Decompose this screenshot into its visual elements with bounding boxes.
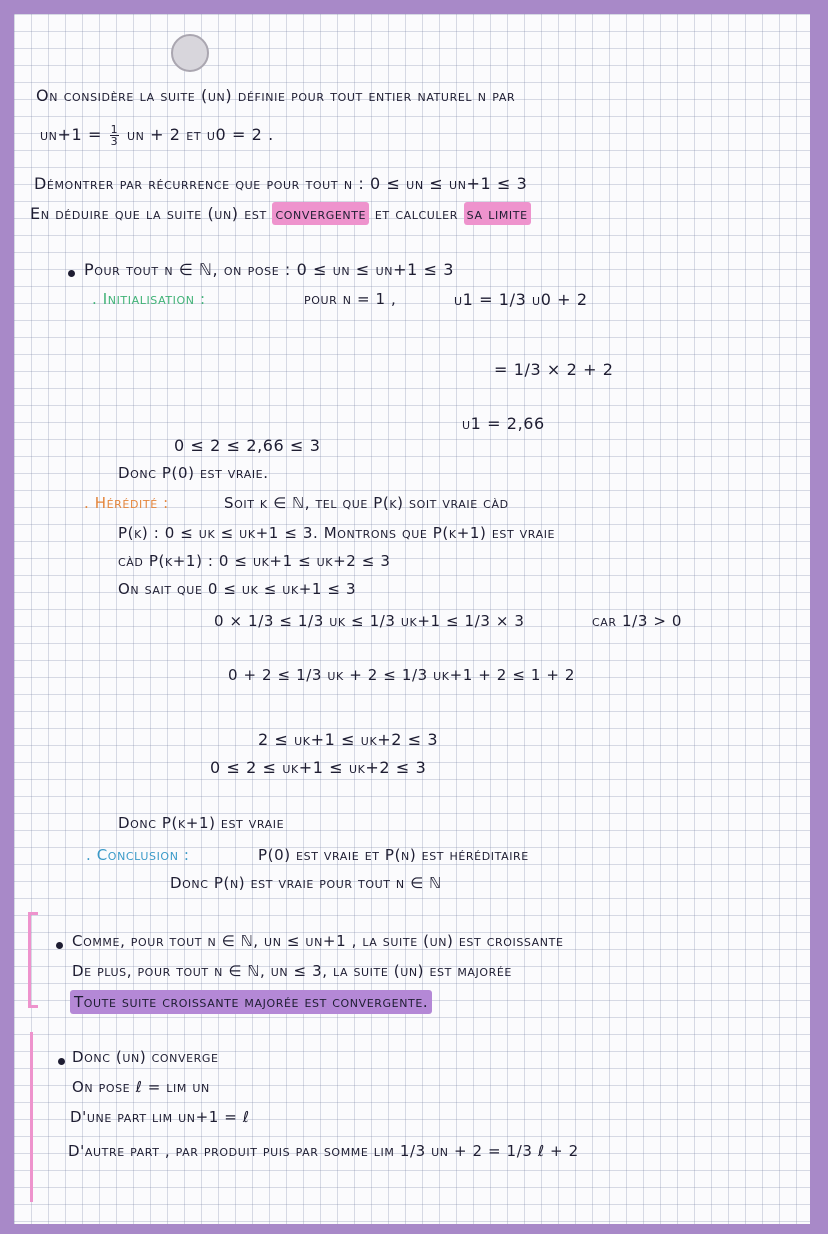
limit-line-4: D'autre part , par produit puis par somme lim 1/3 un + 2 = 1/3 ℓ + 2 bbox=[68, 1142, 579, 1160]
pink-margin-line bbox=[30, 1032, 33, 1202]
conclusion-line-1: P(0) est vraie et P(n) est héréditaire bbox=[258, 846, 529, 864]
heredite-line-2: P(k) : 0 ≤ uk ≤ uk+1 ≤ 3. Montrons que P(k+1) est vraie bbox=[118, 524, 556, 542]
init-inequality: 0 ≤ 2 ≤ 2,66 ≤ 3 bbox=[174, 436, 321, 455]
bullet-dot bbox=[56, 942, 63, 949]
convergence-line-1: Comme, pour tout n ∈ ℕ, un ≤ un+1 , la suite (un) est croissante bbox=[72, 932, 564, 950]
pink-bracket bbox=[28, 912, 31, 1008]
problem-line-2-end: un + 2 et u0 = 2 . bbox=[126, 125, 274, 144]
heredite-equation-1-note: car 1/3 > 0 bbox=[592, 612, 683, 630]
conclusion-label: . Conclusion : bbox=[86, 846, 190, 864]
pink-bracket-top bbox=[28, 912, 38, 915]
limit-line-2: On pose ℓ = lim un bbox=[72, 1078, 210, 1096]
convergence-line-3-highlight: Toute suite croissante majorée est convergente. bbox=[70, 990, 432, 1014]
highlight-limite: sa limite bbox=[464, 202, 531, 225]
conclusion-line-2: Donc P(n) est vraie pour tout n ∈ ℕ bbox=[170, 874, 442, 892]
problem-line-2-start: un+1 = bbox=[40, 125, 102, 144]
recurrence-intro: Pour tout n ∈ ℕ, on pose : 0 ≤ un ≤ un+1 ≤ 3 bbox=[84, 260, 455, 279]
notebook-page bbox=[14, 14, 810, 1224]
highlight-convergente: convergente bbox=[272, 202, 369, 225]
problem-line-4 bbox=[30, 204, 531, 223]
init-conclusion: Donc P(0) est vraie. bbox=[118, 464, 269, 482]
heredite-equation-1: 0 × 1/3 ≤ 1/3 uk ≤ 1/3 uk+1 ≤ 1/3 × 3 bbox=[214, 612, 525, 630]
heredite-label: . Hérédité : bbox=[84, 494, 169, 512]
problem-line-2 bbox=[40, 124, 274, 147]
heredite-conclusion: Donc P(k+1) est vraie bbox=[118, 814, 285, 832]
initialisation-text: pour n = 1 , bbox=[304, 290, 397, 308]
problem-line-1: On considère la suite (un) définie pour tout entier naturel n par bbox=[36, 86, 516, 105]
bullet-dot bbox=[68, 270, 75, 277]
heredite-equation-3: 2 ≤ uk+1 ≤ uk+2 ≤ 3 bbox=[258, 730, 439, 749]
pink-bracket-bottom bbox=[28, 1005, 38, 1008]
init-equation-2: = 1/3 × 2 + 2 bbox=[494, 360, 614, 379]
limit-line-1: Donc (un) converge bbox=[72, 1048, 219, 1066]
heredite-equation-4: 0 ≤ 2 ≤ uk+1 ≤ uk+2 ≤ 3 bbox=[210, 758, 427, 777]
heredite-line-4: On sait que 0 ≤ uk ≤ uk+1 ≤ 3 bbox=[118, 580, 357, 598]
heredite-line-1: Soit k ∈ ℕ, tel que P(k) soit vraie càd bbox=[224, 494, 509, 512]
init-equation-3: u1 = 2,66 bbox=[462, 414, 545, 433]
binder-hole bbox=[171, 34, 209, 72]
initialisation-label: . Initialisation : bbox=[92, 290, 206, 308]
heredite-equation-2: 0 + 2 ≤ 1/3 uk + 2 ≤ 1/3 uk+1 + 2 ≤ 1 + 2 bbox=[228, 666, 576, 684]
init-equation-1: u1 = 1/3 u0 + 2 bbox=[454, 290, 588, 309]
bullet-dot bbox=[58, 1058, 65, 1065]
convergence-line-2: De plus, pour tout n ∈ ℕ, un ≤ 3, la suite (un) est majorée bbox=[72, 962, 512, 980]
problem-line-4-mid: et calculer bbox=[374, 204, 458, 223]
problem-line-4-start: En déduire que la suite (un) est bbox=[30, 204, 267, 223]
limit-line-3: D'une part lim un+1 = ℓ bbox=[70, 1108, 250, 1126]
problem-line-3: Démontrer par récurrence que pour tout n : 0 ≤ un ≤ un+1 ≤ 3 bbox=[34, 174, 528, 193]
heredite-line-3: càd P(k+1) : 0 ≤ uk+1 ≤ uk+2 ≤ 3 bbox=[118, 552, 391, 570]
fraction: $\frac{1}{3}$ bbox=[110, 123, 119, 148]
